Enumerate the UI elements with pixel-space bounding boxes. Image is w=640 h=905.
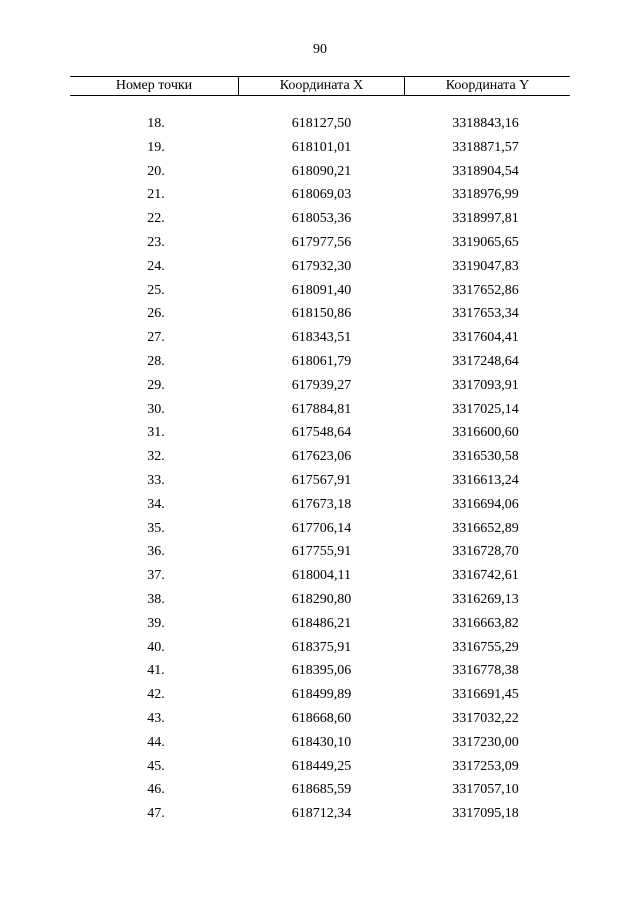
table-row <box>70 326 570 350</box>
coordinate-x-cell: 618668,60 <box>291 710 352 726</box>
coordinate-y-cell: 3317095,18 <box>452 806 519 822</box>
point-number-cell: 47. <box>147 806 165 822</box>
coordinate-y-cell: 3316652,89 <box>452 520 519 536</box>
coordinate-y-cell: 3316742,61 <box>452 568 519 584</box>
coordinates-table <box>70 76 570 826</box>
point-number-cell: 43. <box>147 710 165 726</box>
coordinate-x-cell: 617932,30 <box>291 258 352 274</box>
coordinate-y-cell: 3317604,41 <box>452 330 519 346</box>
table-row <box>70 160 570 184</box>
table-row <box>70 279 570 303</box>
table-row <box>70 636 570 660</box>
table-row <box>70 612 570 636</box>
coordinate-x-cell: 618101,01 <box>291 139 352 155</box>
table-row <box>70 112 570 136</box>
coordinate-y-cell: 3318976,99 <box>452 187 519 203</box>
coordinate-x-cell: 617939,27 <box>291 377 352 393</box>
coordinate-y-cell: 3318871,57 <box>452 139 519 155</box>
table-row <box>70 517 570 541</box>
coordinate-x-cell: 618290,80 <box>291 591 352 607</box>
coordinate-x-cell: 617706,14 <box>291 520 352 536</box>
coordinate-x-cell: 617977,56 <box>291 234 352 250</box>
coordinate-y-cell: 3316613,24 <box>452 472 519 488</box>
coordinate-y-cell: 3316663,82 <box>452 615 519 631</box>
point-number-cell: 27. <box>147 330 165 346</box>
coordinate-y-cell: 3318843,16 <box>452 116 519 131</box>
coordinate-x-cell: 618395,06 <box>291 663 352 679</box>
table-row <box>70 136 570 160</box>
coordinate-x-cell: 618343,51 <box>291 330 352 346</box>
point-number-cell: 31. <box>147 425 165 441</box>
table-header <box>70 76 570 96</box>
header-coordinate-y: Координата Y <box>404 77 570 95</box>
coordinate-y-cell: 3316691,45 <box>452 687 519 703</box>
table-row <box>70 374 570 398</box>
coordinate-x-cell: 617673,18 <box>291 496 352 512</box>
coordinate-x-cell: 618375,91 <box>291 639 352 655</box>
point-number-cell: 32. <box>147 449 165 465</box>
coordinate-y-cell: 3317253,09 <box>452 758 519 774</box>
table-row <box>70 707 570 731</box>
table-row <box>70 469 570 493</box>
coordinate-x-cell: 617623,06 <box>291 449 352 465</box>
point-number-cell: 28. <box>147 353 165 369</box>
point-number-cell: 41. <box>147 663 165 679</box>
coordinate-x-cell: 617567,91 <box>291 472 352 488</box>
coordinate-x-cell: 617755,91 <box>291 544 352 560</box>
table-row <box>70 398 570 422</box>
point-number-cell: 36. <box>147 544 165 560</box>
coordinate-x-cell: 618127,50 <box>291 116 352 131</box>
coordinate-y-cell: 3318904,54 <box>452 163 519 179</box>
table-row <box>70 207 570 231</box>
page-number: 90 <box>313 42 327 57</box>
coordinate-x-cell: 618685,59 <box>291 782 352 798</box>
point-number-cell: 24. <box>147 258 165 274</box>
point-number-cell: 29. <box>147 377 165 393</box>
coordinate-x-cell: 618004,11 <box>292 568 351 584</box>
table-row <box>70 445 570 469</box>
header-coordinate-x: Координата X <box>238 77 404 95</box>
coordinate-y-cell: 3317653,34 <box>452 306 519 322</box>
coordinate-x-cell: 618090,21 <box>291 163 352 179</box>
coordinate-y-cell: 3317032,22 <box>452 710 519 726</box>
table-row <box>70 588 570 612</box>
point-number-cell: 40. <box>147 639 165 655</box>
coordinate-y-cell: 3318997,81 <box>452 211 519 227</box>
table-row <box>70 350 570 374</box>
table-body <box>70 96 570 826</box>
coordinate-y-cell: 3317025,14 <box>452 401 519 417</box>
table-row <box>70 421 570 445</box>
coordinate-x-cell: 618150,86 <box>291 306 352 322</box>
coordinate-y-cell: 3316755,29 <box>452 639 519 655</box>
coordinate-y-cell: 3316269,13 <box>452 591 519 607</box>
point-number-cell: 37. <box>147 568 165 584</box>
point-number-cell: 44. <box>147 734 165 750</box>
coordinate-x-cell: 618091,40 <box>291 282 352 298</box>
point-number-cell: 18. <box>147 116 165 131</box>
point-number-cell: 26. <box>147 306 165 322</box>
table-row <box>70 778 570 802</box>
coordinate-x-cell: 618449,25 <box>291 758 352 774</box>
coordinate-y-cell: 3317057,10 <box>452 782 519 798</box>
header-point-number: Номер точки <box>115 78 193 93</box>
point-number-cell: 20. <box>147 163 165 179</box>
coordinate-y-cell: 3319065,65 <box>452 234 519 250</box>
table-row <box>70 231 570 255</box>
coordinate-x-cell: 618069,03 <box>291 187 352 203</box>
point-number-cell: 25. <box>147 282 165 298</box>
coordinate-x-cell: 617548,64 <box>291 425 352 441</box>
table-row <box>70 659 570 683</box>
coordinate-y-cell: 3317248,64 <box>452 353 519 369</box>
coordinate-y-cell: 3316694,06 <box>452 496 519 512</box>
coordinate-x-cell: 617884,81 <box>291 401 352 417</box>
point-number-cell: 39. <box>147 615 165 631</box>
point-number-cell: 42. <box>147 687 165 703</box>
point-number-cell: 45. <box>147 758 165 774</box>
coordinate-y-cell: 3316530,58 <box>452 449 519 465</box>
table-row <box>70 255 570 279</box>
coordinate-y-cell: 3316728,70 <box>452 544 519 560</box>
table-row <box>70 683 570 707</box>
table-row <box>70 802 570 826</box>
point-number-cell: 35. <box>147 520 165 536</box>
coordinate-x-cell: 618061,79 <box>291 353 352 369</box>
table-row <box>70 755 570 779</box>
table-row <box>70 493 570 517</box>
point-number-cell: 34. <box>147 496 165 512</box>
coordinate-y-cell: 3316778,38 <box>452 663 519 679</box>
coordinate-x-cell: 618430,10 <box>291 734 352 750</box>
coordinate-y-cell: 3319047,83 <box>452 258 519 274</box>
table-row <box>70 731 570 755</box>
point-number-cell: 22. <box>147 211 165 227</box>
coordinate-x-cell: 618053,36 <box>291 211 352 227</box>
point-number-cell: 30. <box>147 401 165 417</box>
point-number-cell: 21. <box>147 187 165 203</box>
table-row <box>70 564 570 588</box>
table-row <box>70 540 570 564</box>
coordinate-x-cell: 618486,21 <box>291 615 352 631</box>
point-number-cell: 19. <box>147 139 165 155</box>
coordinate-y-cell: 3317093,91 <box>452 377 519 393</box>
point-number-cell: 23. <box>147 234 165 250</box>
point-number-cell: 46. <box>147 782 165 798</box>
table-row <box>70 302 570 326</box>
coordinate-y-cell: 3316600,60 <box>452 425 519 441</box>
point-number-cell: 38. <box>147 591 165 607</box>
coordinate-y-cell: 3317230,00 <box>452 734 519 750</box>
coordinate-x-cell: 618499,89 <box>291 687 352 703</box>
coordinate-y-cell: 3317652,86 <box>452 282 519 298</box>
point-number-cell: 33. <box>147 472 165 488</box>
coordinate-x-cell: 618712,34 <box>291 806 352 822</box>
table-row <box>70 183 570 207</box>
